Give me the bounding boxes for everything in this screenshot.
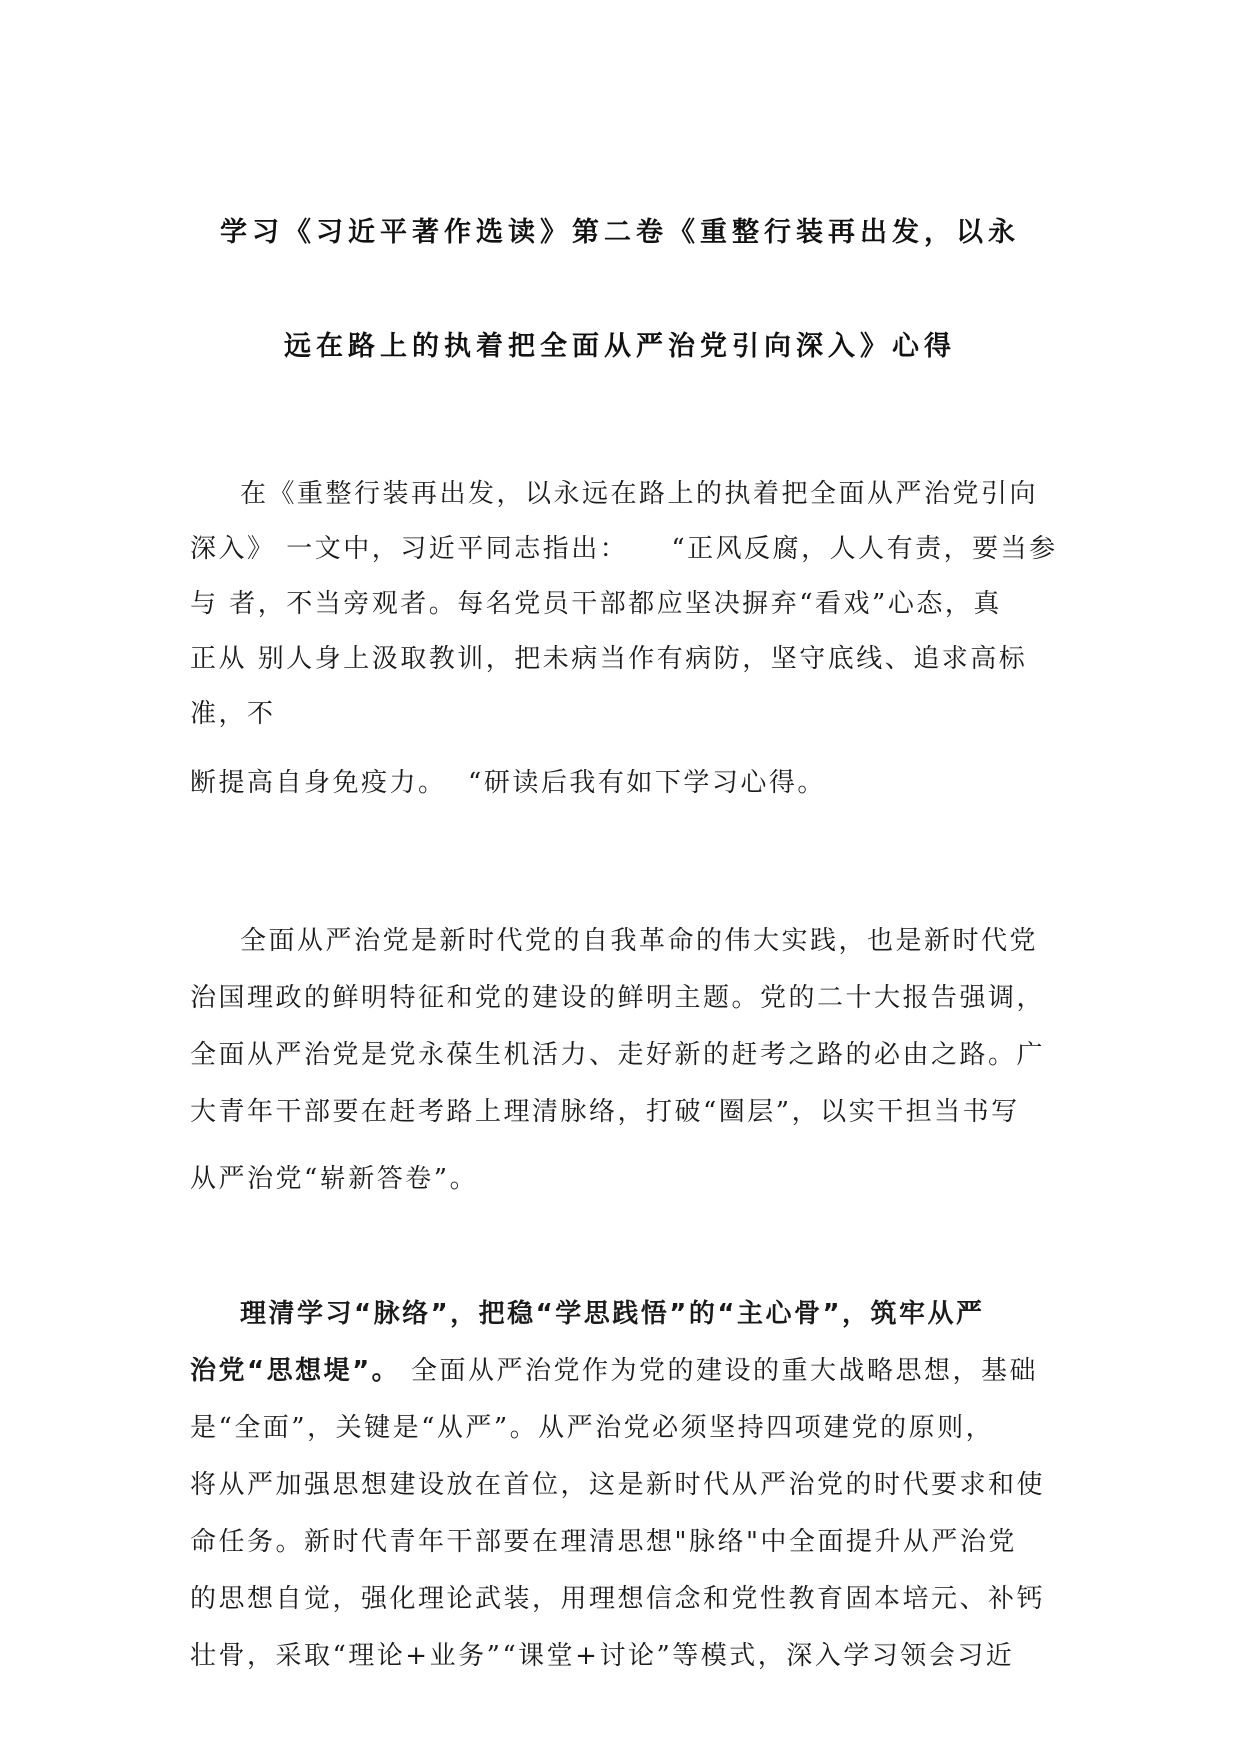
paragraph-1-line-6: 断提高自身免疫力。 “研读后我有如下学习心得。 [190, 768, 826, 798]
paragraph-3-line-7: 壮骨，采取“理论+业务”“课堂+讨论”等模式，深入学习领会习近 [190, 1641, 1015, 1671]
paragraph-3-line-6: 的思想自觉，强化理论武装，用理想信念和党性教育固本培元、补钙 [190, 1584, 1046, 1614]
paragraph-1-line-5: 准，不 [190, 699, 276, 729]
paragraph-1-line-1: 在《重整行装再出发，以永远在路上的执着把全面从严治党引向 [240, 479, 1039, 509]
section-heading-line-1: 理清学习“脉络”，把稳“学思践悟”的“主心骨”，筑牢从严 [240, 1299, 985, 1329]
paragraph-1-line-2: 深入》 一文中，习近平同志指出： “正风反腐，人人有责，要当参 [190, 534, 1058, 564]
paragraph-1-line-3: 与 者，不当旁观者。每名党员干部都应坚决摒弃“看戏”心态，真 [190, 589, 1002, 619]
section-heading-line-2: 治党“思想堤”。 [190, 1356, 401, 1386]
paragraph-3-line-5: 命任务。新时代青年干部要在理清思想"脉络"中全面提升从严治党 [190, 1527, 1017, 1557]
document-title-line-1: 学习《习近平著作选读》第二卷《重整行装再出发，以永 [220, 217, 1020, 248]
paragraph-2-line-5: 从严治党“崭新答卷”。 [190, 1164, 479, 1194]
paragraph-2-line-3: 全面从严治党是党永葆生机活力、走好新的赶考之路的必由之路。广 [190, 1040, 1046, 1070]
paragraph-3-line-4: 将从严加强思想建设放在首位，这是新时代从严治党的时代要求和使 [190, 1470, 1046, 1500]
paragraph-3-line-2 [190, 1350, 1038, 1387]
paragraph-2-line-2: 治国理政的鲜明特征和党的建设的鲜明主题。党的二十大报告强调， [190, 983, 1046, 1013]
paragraph-3-line-3: 是“全面”，关键是“从严”。从严治党必须坚持四项建党的原则， [190, 1413, 995, 1443]
document-title-line-2: 远在路上的执着把全面从严治党引向深入》心得 [284, 331, 956, 362]
paragraph-2-line-4: 大青年干部要在赶考路上理清脉络，打破“圈层”，以实干担当书写 [190, 1097, 1020, 1127]
paragraph-3-line-2-text: 全面从严治党作为党的建设的重大战略思想，基础 [400, 1356, 1038, 1386]
paragraph-2-line-1: 全面从严治党是新时代党的自我革命的伟大实践，也是新时代党 [240, 926, 1039, 956]
paragraph-1-line-4: 正从 别人身上汲取教训，把未病当作有病防，坚守底线、追求高标 [190, 644, 1028, 674]
